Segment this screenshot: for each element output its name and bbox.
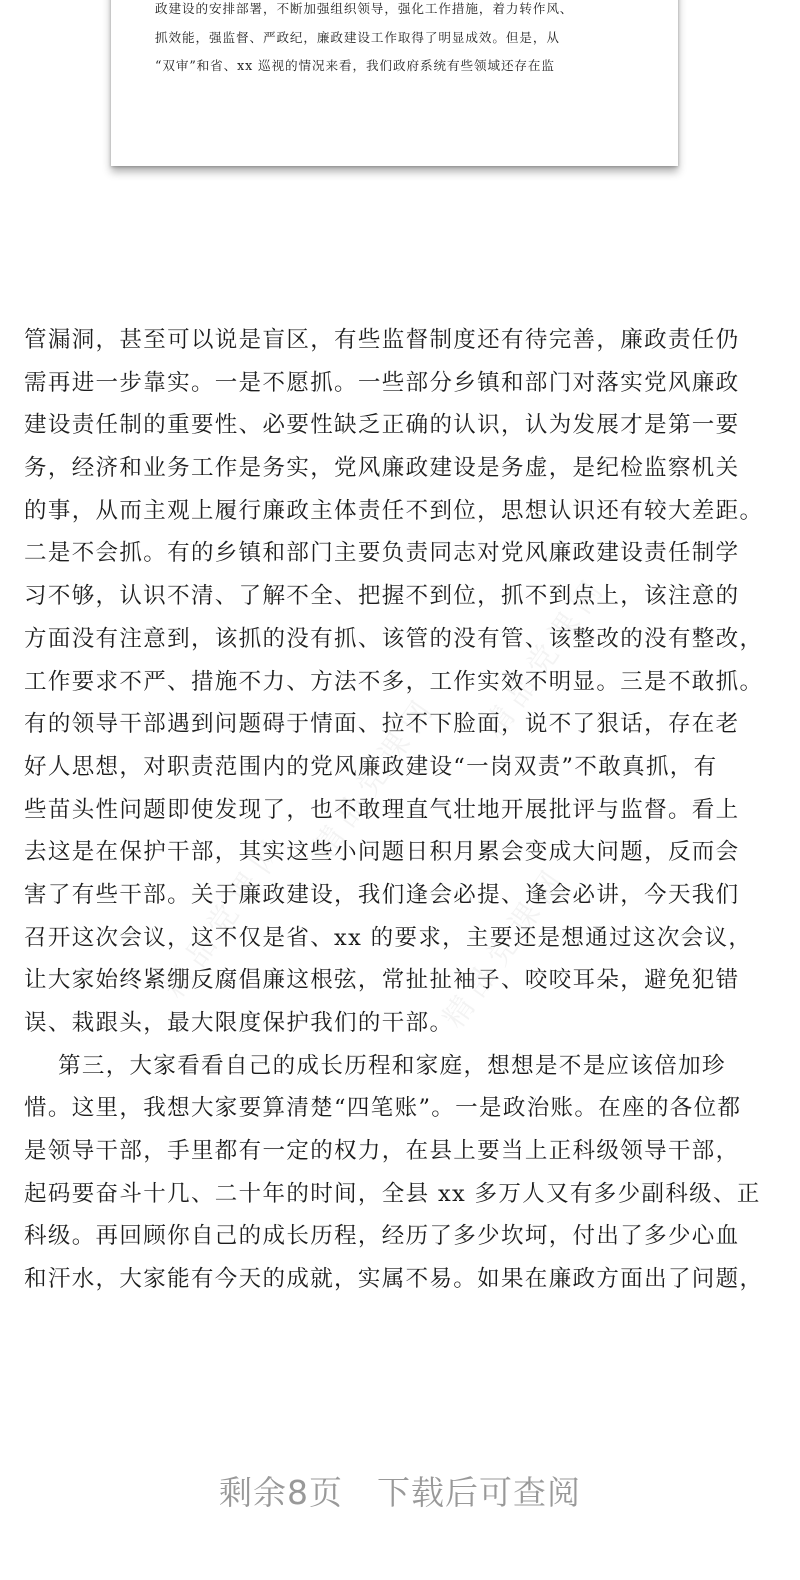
body-line: 需再进一步靠实。一是不愿抓。一些部分乡镇和部门对落实党风廉政 — [24, 369, 740, 396]
body-line: 有的领导干部遇到问题碍于情面、拉不下脸面，说不了狠话，存在老 — [24, 711, 740, 738]
body-line: 害了有些干部。关于廉政建设，我们逢会必提、逢会必讲，今天我们 — [24, 881, 740, 908]
body-line: 些苗头性问题即使发现了，也不敢理直气壮地开展批评与监督。看上 — [24, 796, 740, 823]
body-line: 去这是在保护干部，其实这些小问题日积月累会变成大问题，反而会 — [24, 839, 740, 866]
body-line: 好人思想，对职责范围内的党风廉政建设“一岗双责”不敢真抓，有 — [24, 753, 718, 780]
body-line: 习不够，认识不清、了解不全、把握不到位，抓不到点上，该注意的 — [24, 583, 740, 610]
download-to-view-label: 下载后可查阅 — [377, 1473, 581, 1512]
body-line: 的事，从而主观上履行廉政主体责任不到位，思想认识还有较大差距。 — [24, 497, 764, 524]
body-line: 误、栽跟头，最大限度保护我们的干部。 — [24, 1010, 454, 1036]
body-line: 召开这次会议，这不仅是省、xx 的要求，主要还是想通过这次会议， — [24, 924, 753, 951]
preview-page-text — [155, 0, 675, 81]
body-line: 起码要奋斗十几、二十年的时间，全县 xx 多万人又有多少副科级、正 — [24, 1180, 761, 1207]
body-line: 是领导干部，手里都有一定的权力，在县上要当上正科级领导干部， — [24, 1138, 740, 1165]
watermark: 精品党课网 — [306, 688, 445, 865]
watermark: 精品党课网 — [476, 568, 615, 745]
preview-line: 抓效能，强监督、严政纪，廉政建设工作取得了明显成效。但是，从 — [155, 29, 560, 45]
body-line: 方面没有注意到，该抓的没有抓、该管的没有管、该整改的没有整改， — [24, 625, 764, 652]
watermark: 精品党课网 — [436, 858, 575, 1035]
body-line: 让大家始终紧绷反腐倡廉这根弦，常扯扯袖子、咬咬耳朵，避免犯错 — [24, 967, 740, 994]
preview-page-card — [111, 0, 678, 166]
document-body — [24, 319, 784, 1301]
body-line: 工作要求不严、措施不力、方法不多，工作实效不明显。三是不敢抓。 — [24, 668, 764, 695]
watermark: 精品党课网 — [156, 828, 295, 1005]
body-line: 二是不会抓。有的乡镇和部门主要负责同志对党风廉政建设责任制学 — [24, 540, 740, 567]
body-line: 管漏洞，甚至可以说是盲区，有些监督制度还有待完善，廉政责任仍 — [24, 327, 740, 353]
download-prompt[interactable] — [0, 1467, 800, 1514]
body-line: 科级。再回顾你自己的成长历程，经历了多少坎坷，付出了多少心血 — [24, 1223, 740, 1250]
remaining-pages-label: 剩余8页 — [219, 1473, 343, 1512]
preview-line: 政建设的安排部署，不断加强组织领导，强化工作措施，着力转作风、 — [155, 1, 574, 16]
body-line: 和汗水，大家能有今天的成就，实属不易。如果在廉政方面出了问题， — [24, 1266, 764, 1293]
body-line: 惜。这里，我想大家要算清楚“四笔账”。一是政治账。在座的各位都 — [24, 1095, 742, 1122]
body-line: 建设责任制的重要性、必要性缺乏正确的认识，认为发展才是第一要 — [24, 412, 740, 439]
preview-line: “双审”和省、xx 巡视的情况来看，我们政府系统有些领域还存在监 — [155, 58, 555, 73]
body-line: 务，经济和业务工作是务实，党风廉政建设是务虚，是纪检监察机关 — [24, 455, 740, 482]
body-line: 第三，大家看看自己的成长历程和家庭，想想是不是应该倍加珍 — [24, 1052, 726, 1079]
